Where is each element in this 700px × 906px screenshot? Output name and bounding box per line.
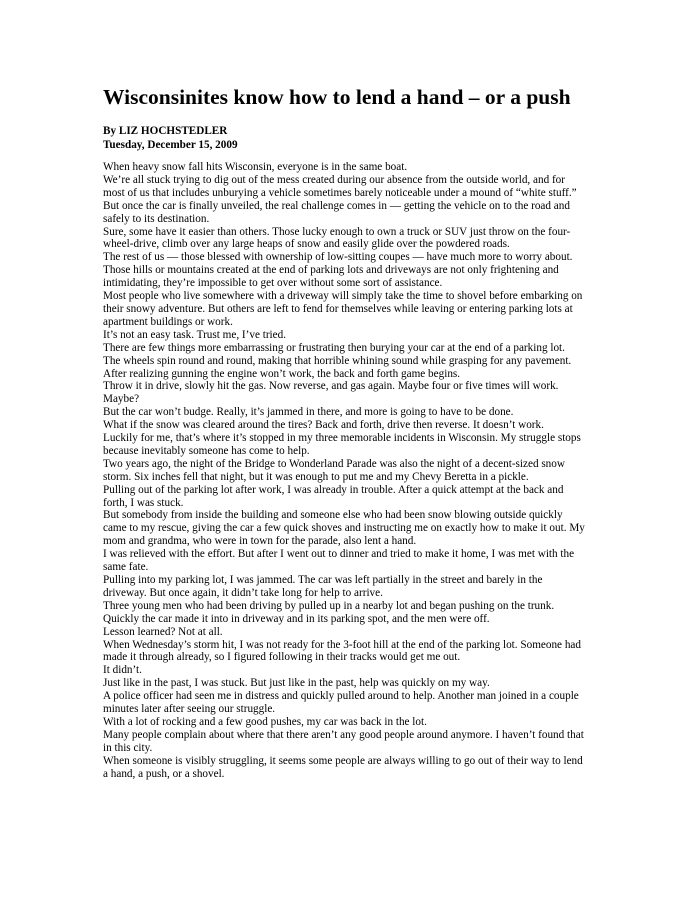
article-line: The rest of us — those blessed with ownership of low-sitting coupes — have much more to worry about. [103, 251, 573, 264]
article-line: Pulling into my parking lot, I was jammed. The car was left partially in the street and barely in the [103, 574, 543, 586]
article-line: What if the snow was cleared around the tires? Back and forth, drive then reverse. It doesn’t work. [103, 419, 544, 432]
article-line: After realizing gunning the engine won’t work, the back and forth game begins. [103, 367, 461, 380]
article-line: Three young men who had been driving by pulled up in a nearby lot and began pushing on the trunk. [103, 599, 555, 612]
article-line: their snowy adventure. But others are left to fend for themselves while leaving or entering parking lots at [103, 302, 573, 315]
article-line: When Wednesday’s storm hit, I was not ready for the 3-foot hill at the end of the parking lot. Someone had [103, 638, 581, 651]
article-line: But somebody from inside the building and someone else who had been snow blowing outside quickly [103, 509, 563, 522]
article-line: When someone is visibly struggling, it seems some people are always willing to go out of their way to lend [103, 754, 583, 767]
article-line: mom and grandma, who were in town for the parade, also lent a hand. [103, 535, 417, 548]
article-line: There are few things more embarrassing or frustrating then burying your car at the end of a parking lot. [103, 341, 565, 354]
article-line: most of us that includes unburying a vehicle sometimes barely noticeable under a mound of “white stuff.” [103, 186, 577, 199]
article-date: Tuesday, December 15, 2009 [103, 139, 238, 151]
article-line: With a lot of rocking and a few good pushes, my car was back in the lot. [103, 715, 427, 728]
article-line: Many people complain about where that there aren’t any good people around anymore. I haven’t found that [103, 728, 584, 741]
article-line: in this city. [103, 741, 153, 754]
article-line: Throw it in drive, slowly hit the gas. Now reverse, and gas again. Maybe four or five times will work. [103, 380, 559, 393]
article-line: apartment buildings or work. [103, 315, 233, 328]
article-line: A police officer had seen me in distress and quickly pulled around to help. Another man joined in a couple [103, 690, 579, 703]
article-line: wheel-drive, climb over any large heaps of snow and easily glide over the powdered roads. [103, 238, 510, 251]
article-byline: By LIZ HOCHSTEDLER [103, 125, 228, 137]
article-line: Those hills or mountains created at the end of parking lots and driveways are not only frightening and [103, 264, 559, 277]
article-line: because inevitably someone has come to help. [103, 444, 310, 457]
article-line: intimidating, they’re impossible to get over without some sort of assistance. [103, 277, 443, 290]
article-line: When heavy snow fall hits Wisconsin, everyone is in the same boat. [103, 161, 408, 173]
article-line: same fate. [103, 561, 149, 574]
article-body [103, 161, 599, 781]
article-line: minutes later after seeing our struggle. [103, 703, 276, 716]
article-line: made it through already, so I figured following in their tracks would get me out. [103, 651, 461, 664]
article-line: We’re all stuck trying to dig out of the mess created during our absence from the outside world, and for [103, 173, 566, 186]
article-line: Maybe? [103, 393, 140, 406]
article-line: Luckily for me, that’s where it’s stopped in my three memorable incidents in Wisconsin. My struggle stops [103, 432, 581, 445]
article-line: But once the car is finally unveiled, the real challenge comes in — getting the vehicle on to the road and [103, 199, 570, 212]
article-line: The wheels spin round and round, making that horrible whining sound while grasping for any pavement. [103, 354, 572, 367]
article-line: Quickly the car made it into in driveway and in its parking spot, and the men were off. [103, 612, 490, 625]
article-line: Two years ago, the night of the Bridge to Wonderland Parade was also the night of a decent-sized snow [103, 457, 565, 470]
article-title: Wisconsinites know how to lend a hand – or a push [103, 85, 571, 109]
article-line: Pulling out of the parking lot after work, I was already in trouble. After a quick attempt at the back and [103, 483, 564, 496]
article-line: safely to its destination. [103, 212, 210, 225]
article-line: Lesson learned? Not at all. [103, 625, 223, 638]
article-line: Just like in the past, I was stuck. But just like in the past, help was quickly on my way. [103, 677, 490, 690]
article-line: a hand, a push, or a shovel. [103, 767, 225, 780]
article-line: came to my rescue, giving the car a few quick shoves and instructing me on exactly how to make it out. My [103, 522, 585, 535]
article-line: But the car won’t budge. Really, it’s jammed in there, and more is going to have to be done. [103, 406, 514, 419]
article-line: driveway. But once again, it didn’t take long for help to arrive. [103, 586, 383, 599]
article-byline-block [103, 124, 238, 152]
article-line: Sure, some have it easier than others. Those lucky enough to own a truck or SUV just throw on the four- [103, 225, 571, 238]
article-line: Most people who live somewhere with a driveway will simply take the time to shovel before embarking on [103, 290, 583, 303]
article-line: It didn’t. [103, 664, 142, 677]
article-line: I was relieved with the effort. But after I went out to dinner and tried to make it home, I was met with the [103, 548, 575, 561]
article-line: forth, I was stuck. [103, 496, 184, 509]
article-line: It’s not an easy task. Trust me, I’ve tried. [103, 328, 287, 341]
article-line: storm. Six inches fell that night, but it was enough to put me and my Chevy Beretta in a pickle. [103, 470, 529, 483]
